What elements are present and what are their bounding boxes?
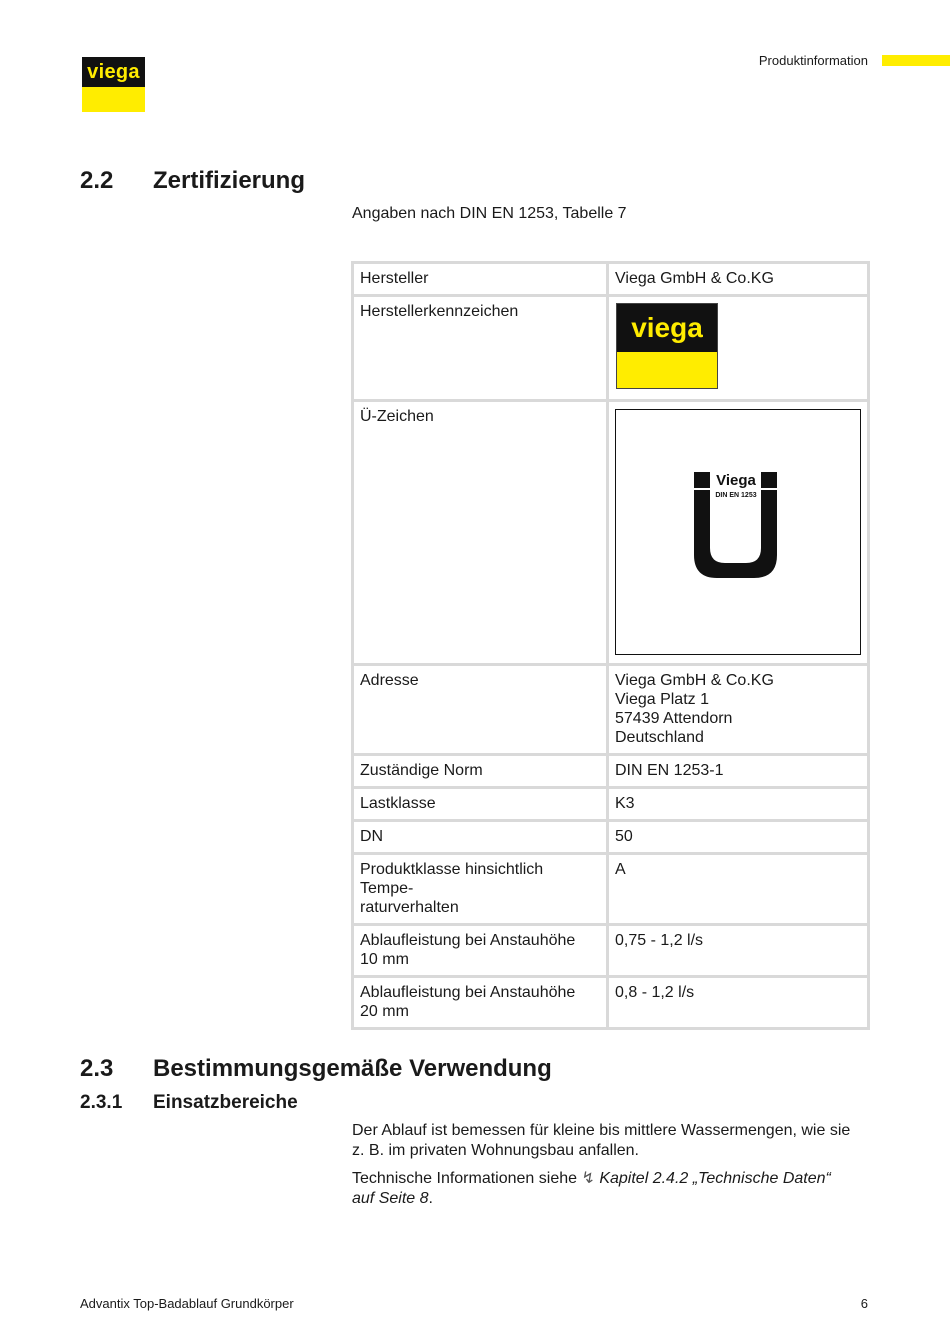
section-title-2-3-1: Einsatzbereiche xyxy=(153,1092,298,1113)
table-cell-value: A xyxy=(609,855,867,923)
address-line: Viega Platz 1 xyxy=(615,691,709,708)
paragraph-line: z. B. im privaten Wohnungsbau anfallen. xyxy=(352,1141,639,1159)
label-line: raturverhalten xyxy=(360,899,459,916)
cross-reference-link-cont[interactable]: auf Seite 8 xyxy=(352,1189,429,1207)
table-cell-label: Herstellerkennzeichen xyxy=(354,297,606,399)
table-cell-value: 50 xyxy=(609,822,867,852)
label-line: Produktklasse hinsichtlich Tempe- xyxy=(360,861,544,897)
label-line: Ablaufleistung bei Anstauhöhe xyxy=(360,984,576,1001)
viega-logo xyxy=(82,57,145,112)
address-line: Deutschland xyxy=(615,729,704,746)
section-title-2-3: Bestimmungsgemäße Verwendung xyxy=(153,1055,552,1082)
table-cell-value: 0,75 - 1,2 l/s xyxy=(609,926,867,975)
table-cell-label xyxy=(354,855,606,923)
section-intro: Angaben nach DIN EN 1253, Tabelle 7 xyxy=(352,205,627,222)
table-cell-label: Zuständige Norm xyxy=(354,756,606,786)
address-line: 57439 Attendorn xyxy=(615,710,733,727)
section-number-2-3-1: 2.3.1 xyxy=(80,1092,123,1113)
footer-document-title: Advantix Top-Badablauf Grundkörper xyxy=(80,1296,294,1311)
footer-page-number: 6 xyxy=(860,1296,868,1311)
section-number-2-3: 2.3 xyxy=(80,1055,114,1082)
table-row xyxy=(354,926,867,975)
cross-reference-link[interactable]: Kapitel 2.4.2 „Technische Daten“ xyxy=(599,1170,831,1187)
table-row xyxy=(354,855,867,923)
u-mark-title: Viega xyxy=(716,472,756,489)
header-section-label: Produktinformation xyxy=(758,53,868,68)
table-cell-value: K3 xyxy=(609,789,867,819)
table-row xyxy=(354,978,867,1027)
paragraph-text: Technische Informationen siehe xyxy=(352,1170,582,1187)
table-row xyxy=(354,666,867,753)
table-row xyxy=(354,402,867,663)
table-cell-value: DIN EN 1253-1 xyxy=(609,756,867,786)
table-cell-label: Hersteller xyxy=(354,264,606,294)
table-cell-label: Adresse xyxy=(354,666,606,753)
paragraph-text: . xyxy=(428,1189,433,1207)
logo-text: viega xyxy=(87,61,140,83)
table-row xyxy=(354,264,867,294)
paragraph-technical-info xyxy=(352,1169,862,1208)
certification-table xyxy=(351,261,870,1030)
section-number-2-2: 2.2 xyxy=(80,167,114,194)
link-arrow-icon: ↯ xyxy=(581,1170,595,1187)
table-cell-value xyxy=(609,402,867,663)
manufacturer-logo-text: viega xyxy=(631,312,703,343)
table-cell-value: Viega GmbH & Co.KG xyxy=(609,264,867,294)
table-row xyxy=(354,756,867,786)
header-accent-bar xyxy=(882,55,950,66)
table-cell-label: DN xyxy=(354,822,606,852)
table-cell-label: Ü-Zeichen xyxy=(354,402,606,663)
table-cell-value xyxy=(609,666,867,753)
label-line: 10 mm xyxy=(360,951,409,968)
table-cell-value xyxy=(609,297,867,399)
label-line: 20 mm xyxy=(360,1003,409,1020)
u-mark-icon xyxy=(616,410,860,654)
manufacturer-logo xyxy=(616,303,718,389)
label-line: Ablaufleistung bei Anstauhöhe xyxy=(360,932,576,949)
table-row xyxy=(354,789,867,819)
table-row xyxy=(354,297,867,399)
u-mark-image xyxy=(615,409,861,655)
table-cell-label: Lastklasse xyxy=(354,789,606,819)
paragraph-usage xyxy=(352,1121,862,1160)
section-title-2-2: Zertifizierung xyxy=(153,167,306,194)
table-cell-label xyxy=(354,978,606,1027)
table-cell-value: 0,8 - 1,2 l/s xyxy=(609,978,867,1027)
table-row xyxy=(354,822,867,852)
table-cell-label xyxy=(354,926,606,975)
address-line: Viega GmbH & Co.KG xyxy=(615,672,774,689)
u-mark-norm: DIN EN 1253 xyxy=(715,492,757,499)
paragraph-line: Der Ablauf ist bemessen für kleine bis mittlere Wassermengen, wie sie xyxy=(352,1122,851,1139)
